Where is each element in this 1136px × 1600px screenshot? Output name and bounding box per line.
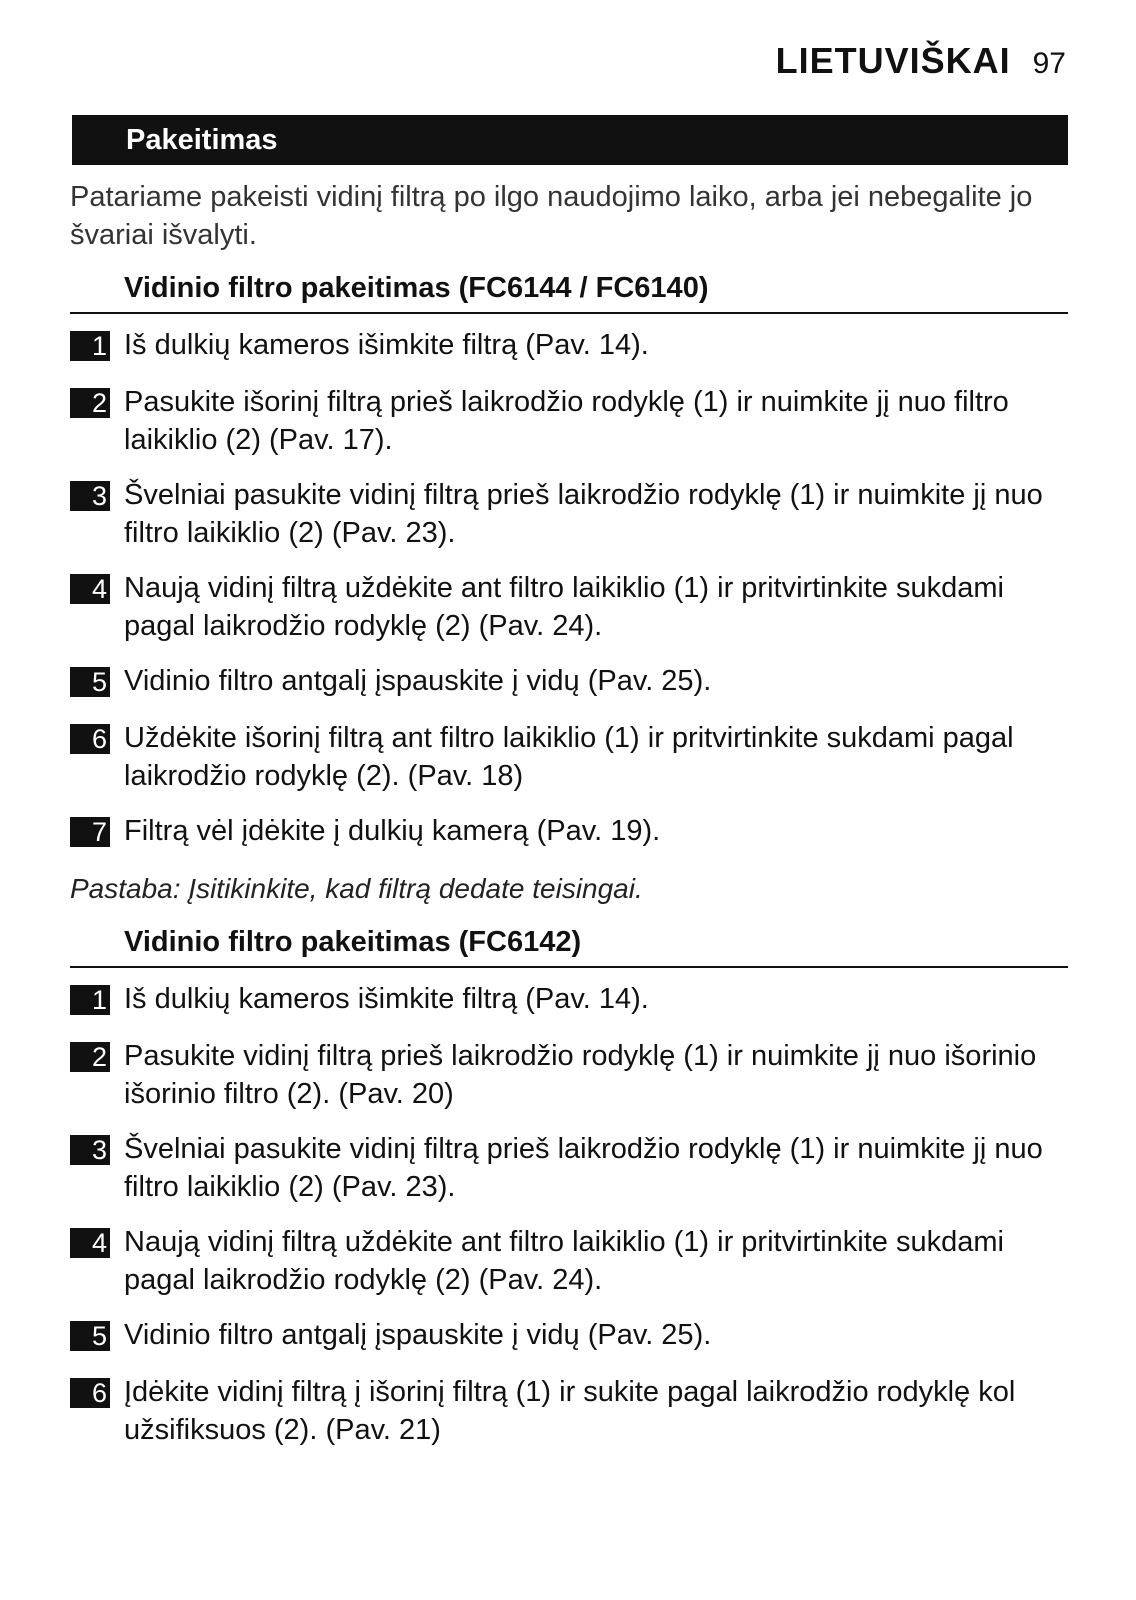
- list-item: [70, 476, 1068, 552]
- intro-paragraph: Patariame pakeisti vidinį filtrą po ilgo naudojimo laiko, arba jei nebegalite jo švariai išvalyti.: [70, 181, 1033, 251]
- step-text: Pasukite vidinį filtrą prieš laikrodžio rodyklę (1) ir nuimkite jį nuo išorinio išorinio filtro (2). (Pav. 20): [124, 1040, 1037, 1110]
- step-number: 6: [70, 724, 110, 754]
- step-number: 3: [70, 481, 110, 511]
- step-text: Naują vidinį filtrą uždėkite ant filtro laikiklio (1) ir pritvirtinkite sukdami pagal laikrodžio rodyklę (2) (Pav. 24).: [124, 1226, 1004, 1296]
- section-title-bar: Pakeitimas: [72, 115, 1068, 165]
- list-item: [70, 980, 1068, 1018]
- subsection-title: Vidinio filtro pakeitimas (FC6144 / FC6140): [70, 266, 1068, 314]
- step-number: 6: [70, 1378, 110, 1408]
- list-item: [70, 719, 1068, 795]
- list-item: [70, 1373, 1068, 1449]
- list-item: [70, 383, 1068, 459]
- subsection-title: Vidinio filtro pakeitimas (FC6142): [70, 920, 1068, 968]
- step-text: Naują vidinį filtrą uždėkite ant filtro laikiklio (1) ir pritvirtinkite sukdami pagal laikrodžio rodyklę (2) (Pav. 24).: [124, 572, 1004, 642]
- list-item: [70, 1223, 1068, 1299]
- step-number: 3: [70, 1135, 110, 1165]
- step-number: 2: [70, 1042, 110, 1072]
- list-item: [70, 1130, 1068, 1206]
- list-item: [70, 569, 1068, 645]
- step-text: Švelniai pasukite vidinį filtrą prieš laikrodžio rodyklę (1) ir nuimkite jį nuo filtro laikiklio (2) (Pav. 23).: [124, 479, 1043, 549]
- page-header: [776, 40, 1066, 90]
- step-text: Pasukite išorinį filtrą prieš laikrodžio rodyklę (1) ir nuimkite jį nuo filtro laikiklio (2) (Pav. 17).: [124, 386, 1009, 456]
- step-number: 5: [70, 667, 110, 697]
- list-item: [70, 326, 1068, 364]
- page-number: 97: [1032, 47, 1066, 80]
- list-item: [70, 662, 1068, 700]
- step-number: 7: [70, 817, 110, 847]
- step-number: 4: [70, 574, 110, 604]
- language-label: LIETUVIŠKAI: [775, 40, 1011, 81]
- step-number: 1: [70, 331, 110, 361]
- step-number: 5: [70, 1321, 110, 1351]
- step-text: Iš dulkių kameros išimkite filtrą (Pav. 14).: [124, 983, 649, 1015]
- step-number: 4: [70, 1228, 110, 1258]
- step-text: Įdėkite vidinį filtrą į išorinį filtrą (1) ir sukite pagal laikrodžio rodyklę kol užsifiksuos (2). (Pav. 21): [124, 1376, 1016, 1446]
- list-item: [70, 812, 1068, 850]
- step-text: Uždėkite išorinį filtrą ant filtro laikiklio (1) ir pritvirtinkite sukdami pagal laikrodžio rodyklę (2). (Pav. 18): [124, 722, 1014, 792]
- note-text: Pastaba: Įsitikinkite, kad filtrą dedate teisingai.: [70, 873, 643, 904]
- list-item: [70, 1037, 1068, 1113]
- step-text: Iš dulkių kameros išimkite filtrą (Pav. 14).: [124, 329, 649, 361]
- step-text: Filtrą vėl įdėkite į dulkių kamerą (Pav. 19).: [124, 815, 661, 847]
- step-text: Švelniai pasukite vidinį filtrą prieš laikrodžio rodyklę (1) ir nuimkite jį nuo filtro laikiklio (2) (Pav. 23).: [124, 1133, 1043, 1203]
- step-text: Vidinio filtro antgalį įspauskite į vidų (Pav. 25).: [124, 1319, 712, 1351]
- list-item: [70, 1316, 1068, 1354]
- step-number: 1: [70, 985, 110, 1015]
- step-number: 2: [70, 388, 110, 418]
- step-text: Vidinio filtro antgalį įspauskite į vidų (Pav. 25).: [124, 665, 712, 697]
